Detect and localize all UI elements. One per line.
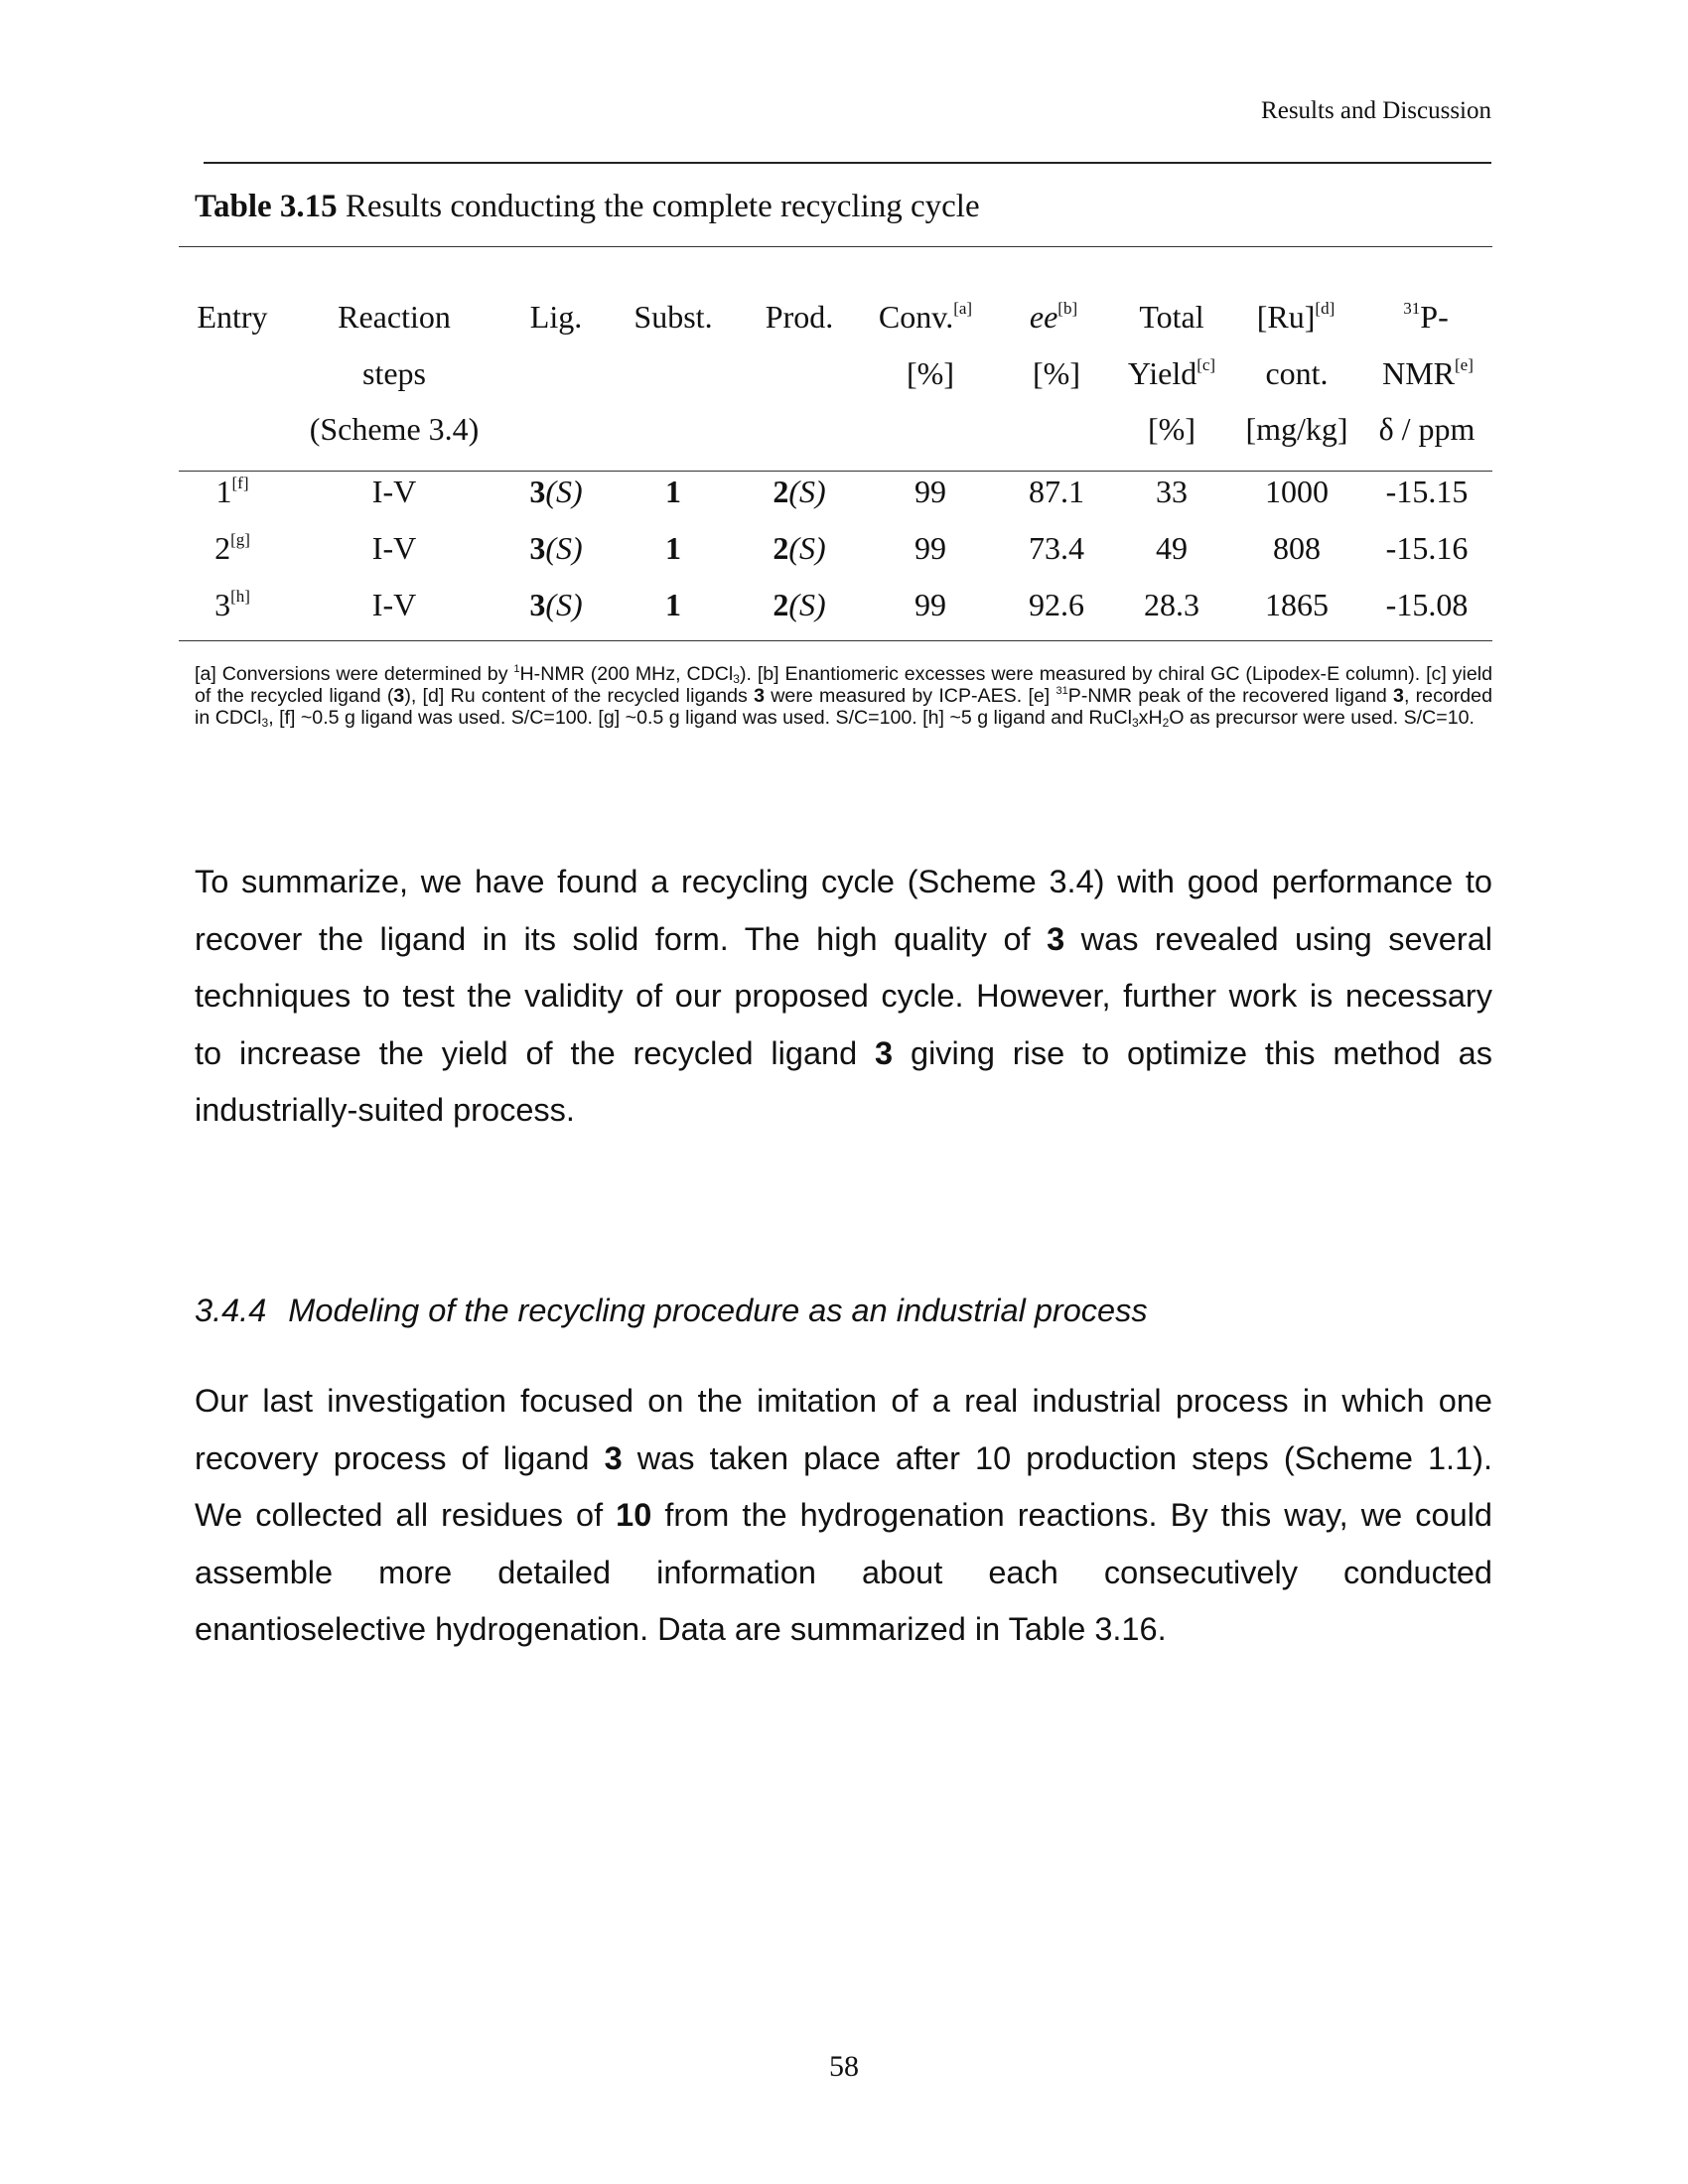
row1-nmr: -15.15 xyxy=(1385,474,1469,509)
header-total-yield: Total xyxy=(1139,299,1204,335)
row2-ee: 73.4 xyxy=(1029,530,1084,566)
header-reaction-steps: steps xyxy=(362,355,426,391)
header-nmr: NMR[e] xyxy=(1382,355,1474,391)
row3-yield: 28.3 xyxy=(1144,587,1199,622)
header-ru-cont: cont. xyxy=(1265,355,1329,391)
row2-nmr: -15.16 xyxy=(1385,530,1469,566)
table-label: Table 3.15 xyxy=(195,189,338,224)
row1-ee: 87.1 xyxy=(1029,474,1084,509)
header-ligand: Lig. xyxy=(529,299,583,335)
header-ru-unit: [mg/kg] xyxy=(1245,411,1348,447)
row3-ru: 1865 xyxy=(1265,587,1329,622)
row1-conversion: 99 xyxy=(914,474,946,509)
table-header-rule xyxy=(179,471,1492,472)
header-ee-unit: [%] xyxy=(1033,355,1080,391)
table-title: Results conducting the complete recycling cycle xyxy=(345,189,980,224)
subsection-heading: 3.4.4 Modeling of the recycling procedure as an industrial process xyxy=(195,1293,1148,1328)
row3-substrate: 1 xyxy=(665,587,681,622)
header-shift-unit: δ / ppm xyxy=(1378,411,1476,447)
row3-steps: I-V xyxy=(371,587,417,622)
row3-entry: 3[h] xyxy=(214,587,250,622)
header-rule xyxy=(204,162,1491,164)
header-yield: Yield[c] xyxy=(1127,355,1216,391)
table-caption xyxy=(195,189,980,225)
header-conversion: Conv.[a] xyxy=(878,299,973,335)
row1-substrate: 1 xyxy=(665,474,681,509)
header-p-nmr: $^{31}$P- xyxy=(1403,299,1449,335)
row2-ru: 808 xyxy=(1273,530,1321,566)
row1-ligand: 3(S) xyxy=(529,474,583,509)
row3-product: 2(S) xyxy=(773,587,826,622)
row1-ru: 1000 xyxy=(1265,474,1329,509)
row2-conversion: 99 xyxy=(914,530,946,566)
header-substrate: Subst. xyxy=(633,299,713,335)
row2-yield: 49 xyxy=(1156,530,1188,566)
row1-yield: 33 xyxy=(1156,474,1188,509)
row1-steps: I-V xyxy=(371,474,417,509)
summary-paragraph: To summarize, we have found a recycling cycle (Scheme 3.4) with good performance to recover the ligand in its solid form. The high quality of 3 was revealed using several techniques to test the validity of our proposed cycle. However, further work is necessary to increase the yield of the recycled ligand 3 giving rise to optimize this method as industrially-suited process. xyxy=(195,864,1492,1128)
row3-ligand: 3(S) xyxy=(529,587,583,622)
modeling-paragraph: Our last investigation focused on the imitation of a real industrial process in which one recovery process of ligand 3 was taken place after 10 production steps (Scheme 1.1). We collected all residues of 10 from the hydrogenation reactions. By this way, we could assemble more detailed information about each consecutively conducted enantioselective hydrogenation. Data are summarized in Table 3.16. xyxy=(195,1383,1492,1647)
header-ru-content: [Ru][d] xyxy=(1256,299,1336,335)
row3-ee: 92.6 xyxy=(1029,587,1084,622)
row3-nmr: -15.08 xyxy=(1385,587,1469,622)
table-top-rule xyxy=(179,246,1492,247)
row2-product: 2(S) xyxy=(773,530,826,566)
header-scheme-ref: (Scheme 3.4) xyxy=(309,411,480,447)
header-product: Prod. xyxy=(765,299,834,335)
header-conversion-unit: [%] xyxy=(907,355,954,391)
header-yield-unit: [%] xyxy=(1148,411,1196,447)
header-reaction: Reaction xyxy=(338,299,451,335)
table-footnote: [a] Conversions were determined by $^1$H-NMR (200 MHz, CDCl$_3$). [b] Enantiomeric excesses were measured by chiral GC (Lipodex-E column). [c] yield of the recycled ligand (3), [d] Ru content of the recycled ligands 3 were measured by ICP-AES. [e] $^{31}$P-NMR peak of the recovered ligand 3, recorded in CDCl$_3$, [f] ~0.5 g ligand was used. S/C=100. [g] ~0.5 g ligand was used. S/C=100. [h] ~5 g ligand and $RuCl_3xH_2O$ as precursor were used. S/C=10. xyxy=(195,663,1492,730)
running-header: Results and Discussion xyxy=(1261,97,1491,124)
row3-conversion: 99 xyxy=(914,587,946,622)
row2-substrate: 1 xyxy=(665,530,681,566)
table-bottom-rule xyxy=(179,640,1492,641)
row1-product: 2(S) xyxy=(773,474,826,509)
header-entry: Entry xyxy=(197,299,268,335)
row2-steps: I-V xyxy=(371,530,417,566)
page-number: 58 xyxy=(829,2050,859,2083)
row2-ligand: 3(S) xyxy=(529,530,583,566)
row1-entry: 1[f] xyxy=(215,474,249,509)
header-ee: ee[b] xyxy=(1029,299,1078,335)
row2-entry: 2[g] xyxy=(214,530,250,566)
